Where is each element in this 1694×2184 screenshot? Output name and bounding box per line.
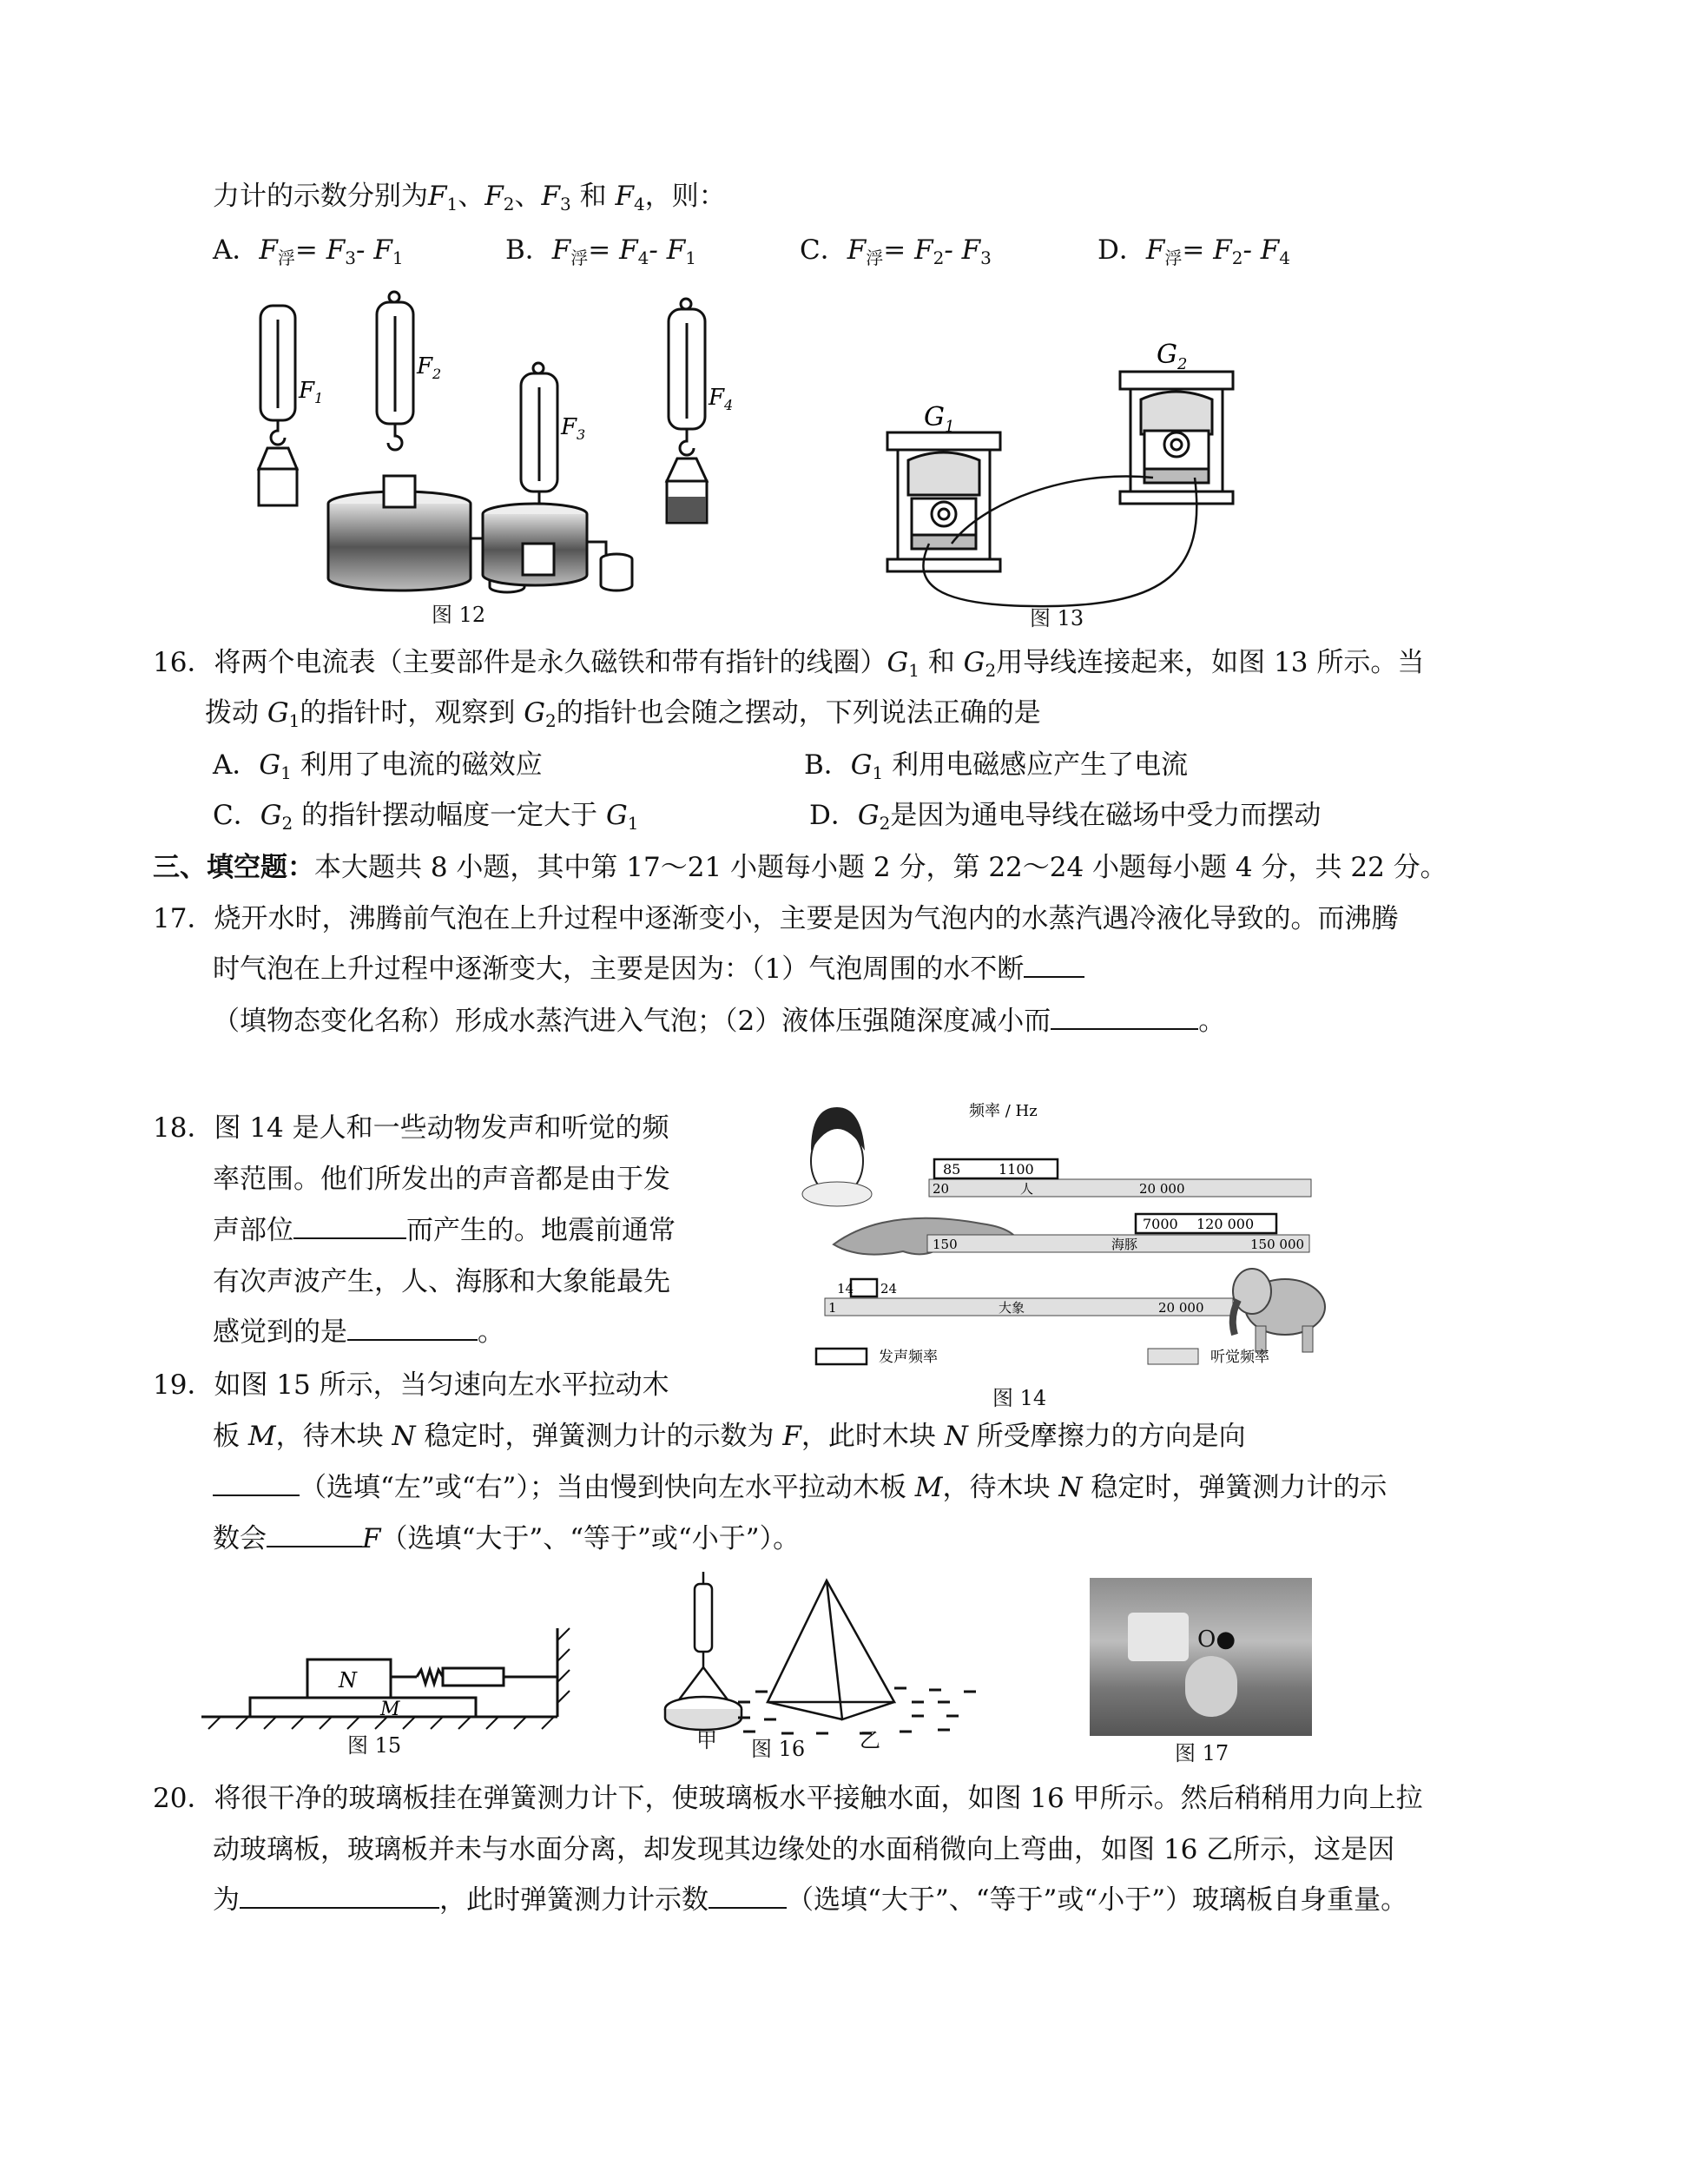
q16-line-1: 16．将两个电流表（主要部件是永久磁铁和带有指针的线圈）$G_1$ 和 $G_2$用导线连接起来，如图 13 所示。当 bbox=[153, 647, 1425, 681]
q15-option-c[interactable]: C．$F_浮= F_2-$ $F_3$ bbox=[800, 234, 992, 268]
q17-line-2: 时气泡在上升过程中逐渐变大，主要是因为：（1）气泡周围的水不断 bbox=[213, 952, 1084, 986]
fig12-label-f3: $F_3$ bbox=[561, 414, 586, 443]
fig16-label-yi: 乙 bbox=[860, 1728, 880, 1752]
q16-option-c[interactable]: C．$G_2$ 的指针摆动幅度一定大于 $G_1$ bbox=[213, 800, 639, 834]
q16-option-b[interactable]: B．$G_1$ 利用电磁感应产生了电流 bbox=[804, 749, 1189, 783]
elephant-emit-high: 24 bbox=[880, 1281, 898, 1297]
elephant-icon bbox=[1233, 1269, 1325, 1352]
q19-line-2: 板 M，待木块 N 稳定时，弹簧测力计的示数为 F，此时木块 N 所受摩擦力的方向是向 bbox=[213, 1421, 1246, 1452]
figure-13 bbox=[877, 330, 1276, 617]
fig15-label-m: M bbox=[380, 1699, 400, 1720]
q19-line-1: 19．如图 15 所示，当匀速向左水平拉动木 bbox=[153, 1369, 669, 1401]
figure-14 bbox=[799, 1099, 1337, 1376]
q19-blank-1[interactable] bbox=[213, 1470, 300, 1496]
figure-12-scale-4 bbox=[658, 295, 762, 547]
human-hearing-bar bbox=[929, 1179, 1311, 1197]
q18-line-2: 率范围。他们所发出的声音都是由于发 bbox=[213, 1164, 670, 1195]
figure-14-caption: 图 14 bbox=[992, 1386, 1047, 1410]
q20-line-1: 20．将很干净的玻璃板挂在弹簧测力计下，使玻璃板水平接触水面，如图 16 甲所示。然后稍稍用力向上拉 bbox=[153, 1783, 1423, 1814]
q16-option-a[interactable]: A．$G_1$ 利用了电流的磁效应 bbox=[213, 749, 543, 783]
figure-15-caption: 图 15 bbox=[347, 1733, 402, 1758]
fig12-label-f4: $F_4$ bbox=[709, 385, 734, 413]
dolphin-hear-low: 150 bbox=[933, 1237, 958, 1252]
q17-blank-2[interactable] bbox=[1051, 1004, 1198, 1030]
q20-line-3: 为 ，此时弹簧测力计示数 （选填“大于”、“等于”或“小于”）玻璃板自身重量。 bbox=[213, 1884, 1408, 1916]
human-hear-high: 20 000 bbox=[1139, 1181, 1185, 1197]
q20-line-2: 动玻璃板，玻璃板并未与水面分离，却发现其边缘处的水面稍微向上弯曲，如图 16 乙所示，这是因 bbox=[213, 1834, 1395, 1865]
q17-line-1: 17．烧开水时，沸腾前气泡在上升过程中逐渐变小，主要是因为气泡内的水蒸汽遇冷液化导致的。而沸腾 bbox=[153, 903, 1399, 934]
human-emit-high: 1100 bbox=[999, 1161, 1034, 1178]
elephant-emit-bar bbox=[851, 1279, 877, 1297]
photo-hand-shape bbox=[1185, 1656, 1237, 1717]
q17-blank-1[interactable] bbox=[1024, 952, 1084, 978]
q15-option-d[interactable]: D．$F_浮= F_2-$ $F_4$ bbox=[1097, 234, 1291, 268]
fig13-label-g2: $G_2$ bbox=[1157, 340, 1188, 373]
q19-line-3: （选填“左”或“右”）；当由慢到快向左水平拉动木板 M，待木块 N 稳定时，弹簧测力计的示 bbox=[213, 1470, 1387, 1505]
fig15-label-n: N bbox=[339, 1668, 357, 1692]
figure-12-caption: 图 12 bbox=[432, 603, 486, 627]
human-face-icon bbox=[802, 1107, 872, 1206]
dolphin-name: 海豚 bbox=[1111, 1237, 1138, 1252]
q19-blank-2[interactable] bbox=[267, 1521, 362, 1547]
fig13-label-g1: $G_1$ bbox=[924, 402, 955, 436]
elephant-emit-low: 14 bbox=[837, 1281, 854, 1297]
q17-line-3: （填物态变化名称）形成水蒸汽进入气泡；（2）液体压强随深度减小而 。 bbox=[213, 1006, 1226, 1037]
dolphin-emit-low: 7000 bbox=[1143, 1216, 1178, 1232]
figure-15 bbox=[201, 1620, 573, 1732]
figure-16 bbox=[660, 1572, 1007, 1745]
fig16-label-jia: 甲 bbox=[696, 1728, 717, 1752]
legend-emit-label: 发声频率 bbox=[879, 1349, 938, 1366]
q16-option-d[interactable]: D．$G_2$是因为通电导线在磁场中受力而摆动 bbox=[809, 800, 1322, 834]
elephant-name: 大象 bbox=[999, 1300, 1025, 1316]
q20-blank-2[interactable] bbox=[709, 1883, 787, 1909]
figure-16-caption: 图 16 bbox=[751, 1737, 806, 1761]
q15-option-a[interactable]: A．$F_浮= F_3-$ $F_1$ bbox=[213, 234, 404, 268]
fig14-axis-title: 频率 / Hz bbox=[969, 1102, 1038, 1120]
figure-17-caption: 图 17 bbox=[1175, 1741, 1229, 1765]
human-hear-low: 20 bbox=[933, 1181, 950, 1197]
human-emit-low: 85 bbox=[943, 1161, 961, 1178]
q18-line-4: 有次声波产生，人、海豚和大象能最先 bbox=[213, 1266, 670, 1297]
q20-blank-1[interactable] bbox=[240, 1883, 439, 1909]
legend-hear-swatch bbox=[1148, 1349, 1198, 1364]
figure-13-caption: 图 13 bbox=[1030, 606, 1084, 630]
elephant-hear-low: 1 bbox=[828, 1300, 837, 1316]
human-name: 人 bbox=[1020, 1181, 1034, 1197]
section-3-heading: 三、填空题：本大题共 8 小题，其中第 17～21 小题每小题 2 分，第 22～24 小题每小题 4 分，共 22 分。 bbox=[153, 852, 1447, 883]
dolphin-hear-high: 150 000 bbox=[1250, 1237, 1305, 1252]
figure-17-photo bbox=[1090, 1578, 1312, 1736]
fig12-label-f2: $F_2$ bbox=[417, 353, 442, 382]
legend-emit-swatch bbox=[816, 1349, 867, 1364]
q15-option-b[interactable]: B．$F_浮= F_4-$ $F_1$ bbox=[505, 234, 696, 268]
q18-line-1: 18．图 14 是人和一些动物发声和听觉的频 bbox=[153, 1112, 669, 1144]
fig17-label-o: O● bbox=[1197, 1626, 1236, 1653]
legend-hear-label: 听觉频率 bbox=[1210, 1349, 1269, 1366]
photo-device-shape bbox=[1128, 1613, 1189, 1661]
fig12-label-f1: $F_1$ bbox=[299, 378, 324, 406]
figure-12 bbox=[243, 287, 660, 599]
elephant-hear-high: 20 000 bbox=[1158, 1300, 1204, 1316]
dolphin-emit-high: 120 000 bbox=[1196, 1216, 1255, 1232]
q19-line-4: 数会 F（选填“大于”、“等于”或“小于”）。 bbox=[213, 1523, 801, 1554]
q18-blank-2[interactable] bbox=[347, 1315, 478, 1341]
q18-line-5: 感觉到的是 。 bbox=[213, 1316, 504, 1348]
q18-line-3: 声部位 而产生的。地震前通常 bbox=[213, 1215, 676, 1246]
q16-line-2: 拨动 $G_1$的指针时，观察到 $G_2$的指针也会随之摆动，下列说法正确的是 bbox=[205, 697, 1041, 731]
q18-blank-1[interactable] bbox=[293, 1213, 406, 1239]
q15-stem-line: 力计的示数分别为$F_1$、$F_2$、$F_3$ 和 $F_4$，则： bbox=[213, 181, 726, 214]
